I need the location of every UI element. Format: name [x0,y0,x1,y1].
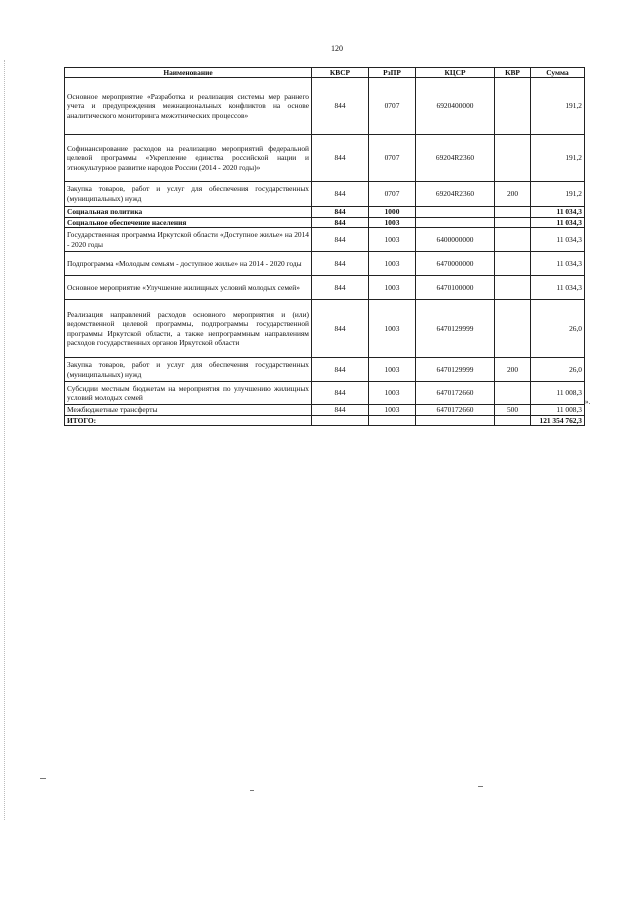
table-row [65,300,585,358]
row-sum: 26,0 [531,300,585,358]
table-row [65,228,585,252]
table-row [65,135,585,182]
row-kcsr: 6920400000 [416,78,495,135]
row-name: Закупка товаров, работ и услуг для обеспечения государственных (муниципальных) нужд [65,358,312,382]
row-kvsr: 844 [312,228,369,252]
row-sum: 26,0 [531,358,585,382]
row-kvsr: 844 [312,182,369,207]
row-rzpr: 1003 [369,276,416,300]
row-kvsr: 844 [312,78,369,135]
row-kvsr: 844 [312,135,369,182]
closing-quote-suffix: ». [585,398,591,406]
row-kvr: 500 [495,405,531,416]
row-kcsr: 6470172660 [416,405,495,416]
header-kvr: КВР [495,68,531,78]
row-kcsr: 6470000000 [416,252,495,276]
total-label: ИТОГО: [65,415,312,426]
row-name: Межбюджетные трансферты [65,405,312,416]
row-kvr [495,78,531,135]
row-name: Социальная политика [65,207,312,218]
row-sum: 11 034,3 [531,228,585,252]
row-kvsr: 844 [312,405,369,416]
row-kvsr: 844 [312,300,369,358]
row-name: Основное мероприятие «Улучшение жилищных условий молодых семей» [65,276,312,300]
row-kcsr: 6400000000 [416,228,495,252]
row-kvsr: 844 [312,252,369,276]
budget-table [64,67,585,426]
row-rzpr: 0707 [369,182,416,207]
row-name: Основное мероприятие «Разработка и реализация системы мер раннего учета и предупреждения межнациональных конфликтов на основе аналитического мониторинга межэтнических процессов» [65,78,312,135]
table-header-row [65,68,585,78]
row-kvsr: 844 [312,358,369,382]
table-row [65,78,585,135]
row-sum: 11 034,3 [531,207,585,218]
row-name: Подпрограмма «Молодым семьям - доступное жилье» на 2014 - 2020 годы [65,252,312,276]
row-kvr [495,207,531,218]
row-sum: 11 008,3 [531,382,585,405]
row-kcsr [416,217,495,228]
row-kvr [495,228,531,252]
row-kvr [495,276,531,300]
row-kcsr: 6470172660 [416,382,495,405]
row-rzpr: 1003 [369,228,416,252]
table-row [65,276,585,300]
table-row [65,207,585,218]
row-rzpr: 1003 [369,358,416,382]
row-sum: 11 034,3 [531,252,585,276]
row-kvr: 200 [495,182,531,207]
row-name: Субсидии местным бюджетам на мероприятия по улучшению жилищных условий молодых семей [65,382,312,405]
table-row [65,405,585,416]
scan-artifact [250,790,254,791]
scan-edge-dots [4,60,6,820]
header-rzpr: РзПР [369,68,416,78]
header-sum: Сумма [531,68,585,78]
row-rzpr: 1000 [369,207,416,218]
row-name: Софинансирование расходов на реализацию мероприятий федеральной целевой программы «Укрепление единства российской нации и этнокультурное развитие народов России (2014 - 2020 годы)» [65,135,312,182]
row-kvr [495,382,531,405]
row-rzpr: 1003 [369,300,416,358]
row-kvr [495,252,531,276]
total-sum: 121 354 762,3 [531,415,585,426]
scan-artifact [40,778,46,779]
header-kvsr: КВСР [312,68,369,78]
row-kcsr: 69204R2360 [416,135,495,182]
row-sum: 11 034,3 [531,276,585,300]
row-rzpr: 1003 [369,382,416,405]
row-sum: 191,2 [531,78,585,135]
row-sum: 191,2 [531,182,585,207]
row-name: Социальное обеспечение населения [65,217,312,228]
table-row [65,358,585,382]
row-name: Государственная программа Иркутской области «Доступное жилье» на 2014 - 2020 годы [65,228,312,252]
row-kcsr: 69204R2360 [416,182,495,207]
header-name: Наименование [65,68,312,78]
table-row [65,217,585,228]
row-kvr [495,300,531,358]
row-kcsr [416,207,495,218]
row-rzpr: 0707 [369,135,416,182]
row-rzpr: 1003 [369,217,416,228]
row-kvr [495,135,531,182]
row-rzpr: 1003 [369,405,416,416]
row-kvr: 200 [495,358,531,382]
page-number: 120 [331,44,343,53]
scan-artifact [478,786,483,787]
row-rzpr: 1003 [369,252,416,276]
row-kcsr: 6470129999 [416,358,495,382]
total-row [65,415,585,426]
table-row [65,382,585,405]
row-kvsr: 844 [312,217,369,228]
row-kcsr: 6470100000 [416,276,495,300]
row-rzpr: 0707 [369,78,416,135]
table-row [65,182,585,207]
row-kvsr: 844 [312,382,369,405]
row-name: Реализация направлений расходов основного мероприятия и (или) ведомственной целевой программы, подпрограммы государственной программы Иркутской области, а также непрограммным направлениям расходов государственных органов Иркутской области [65,300,312,358]
row-name: Закупка товаров, работ и услуг для обеспечения государственных (муниципальных) нужд [65,182,312,207]
table-row [65,252,585,276]
header-kcsr: КЦСР [416,68,495,78]
row-sum: 11 008,3 [531,405,585,416]
row-kvr [495,217,531,228]
row-kvsr: 844 [312,276,369,300]
row-kcsr: 6470129999 [416,300,495,358]
row-sum: 191,2 [531,135,585,182]
row-sum: 11 034,3 [531,217,585,228]
row-kvsr: 844 [312,207,369,218]
